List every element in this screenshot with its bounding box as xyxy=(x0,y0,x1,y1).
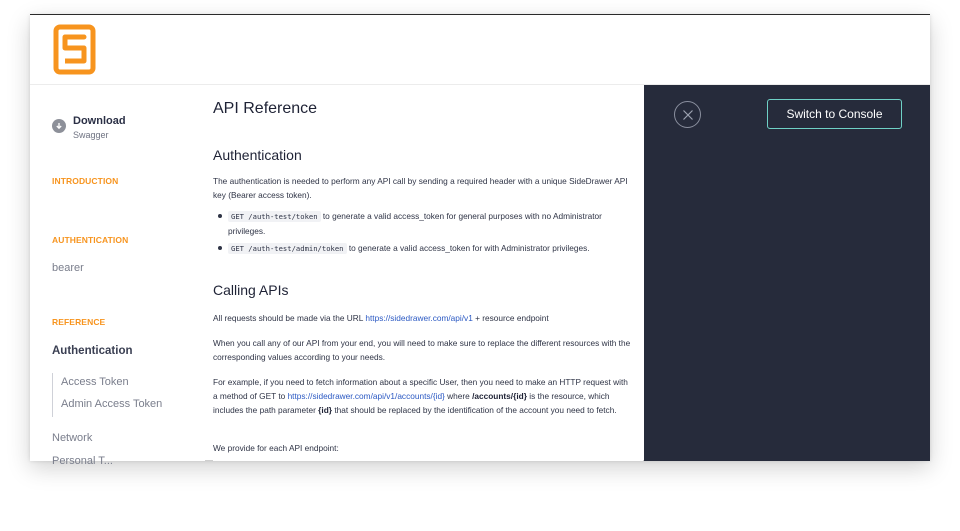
sidebar-item-personal[interactable]: Personal T... xyxy=(52,455,113,467)
endpoint-code: GET /auth-test/token xyxy=(228,211,321,222)
endpoint-code: GET /auth-test/admin/token xyxy=(228,243,347,254)
paragraph-text: is the resource, which includes the path parameter xyxy=(213,391,610,415)
page-title: API Reference xyxy=(213,100,318,117)
authentication-intro: The authentication is needed to perform any API call by sending a required header with a unique SideDrawer API key (Bearer access token). xyxy=(213,176,628,200)
paragraph-text: + resource endpoint xyxy=(472,313,549,323)
paragraph-text: All requests should be made via the URL xyxy=(213,313,366,323)
path-parameter: {id} xyxy=(318,405,333,415)
sidebar-section-introduction[interactable]: INTRODUCTION xyxy=(52,176,119,186)
list-item xyxy=(213,241,631,256)
bullet-text: to generate a valid access_token for with Administrator privileges. xyxy=(346,243,590,253)
switch-to-console-button[interactable]: Switch to Console xyxy=(767,99,902,129)
calling-paragraph-4: We provide for each API endpoint: xyxy=(213,443,339,453)
authentication-bullets xyxy=(213,209,631,259)
paragraph-text: where xyxy=(444,391,473,401)
sidedrawer-logo[interactable] xyxy=(53,24,96,75)
sidebar-item-access-token[interactable]: Access Token xyxy=(61,376,129,388)
sidebar-section-authentication[interactable]: AUTHENTICATION xyxy=(52,235,129,245)
download-title: Download xyxy=(73,115,126,127)
bullet-text: to generate a valid access_token for general purposes with no Administrator privileges. xyxy=(228,211,602,236)
download-swagger-link[interactable] xyxy=(52,115,126,140)
sidebar-subnav xyxy=(52,373,162,417)
calling-paragraph-3 xyxy=(213,375,631,417)
sidebar xyxy=(30,85,205,467)
base-url-link[interactable]: https://sidedrawer.com/api/v1 xyxy=(365,313,473,323)
sidebar-section-reference[interactable]: REFERENCE xyxy=(52,317,106,327)
download-subtitle: Swagger xyxy=(73,130,109,140)
main-content xyxy=(213,85,643,461)
sidebar-item-admin-access-token[interactable]: Admin Access Token xyxy=(61,398,163,410)
top-bar xyxy=(30,15,930,85)
close-icon xyxy=(682,109,694,121)
authentication-heading: Authentication xyxy=(213,147,302,163)
sidebar-item-network[interactable]: Network xyxy=(52,432,93,444)
sidebar-item-authentication[interactable]: Authentication xyxy=(52,345,133,357)
accounts-url-link[interactable]: https://sidedrawer.com/api/v1/accounts/{id} xyxy=(287,391,445,401)
sidebar-item-bearer[interactable]: bearer xyxy=(52,262,84,274)
resource-path: /accounts/{id} xyxy=(472,391,527,401)
close-button[interactable] xyxy=(674,101,701,128)
browser-frame xyxy=(30,14,930,467)
paragraph-text: For example, if you need to fetch information about a specific User, then you need to make an HTTP request with a method of GET to xyxy=(213,377,628,401)
calling-paragraph-1 xyxy=(213,311,631,325)
calling-apis-heading: Calling APIs xyxy=(213,282,289,298)
console-panel xyxy=(644,85,930,461)
download-icon xyxy=(52,119,66,133)
paragraph-text: that should be replaced by the identification of the account you need to fetch. xyxy=(332,405,617,415)
list-item xyxy=(213,209,631,238)
calling-paragraph-2: When you call any of our API from your end, you will need to make sure to replace the different resources with the corresponding values according to your needs. xyxy=(213,338,631,362)
